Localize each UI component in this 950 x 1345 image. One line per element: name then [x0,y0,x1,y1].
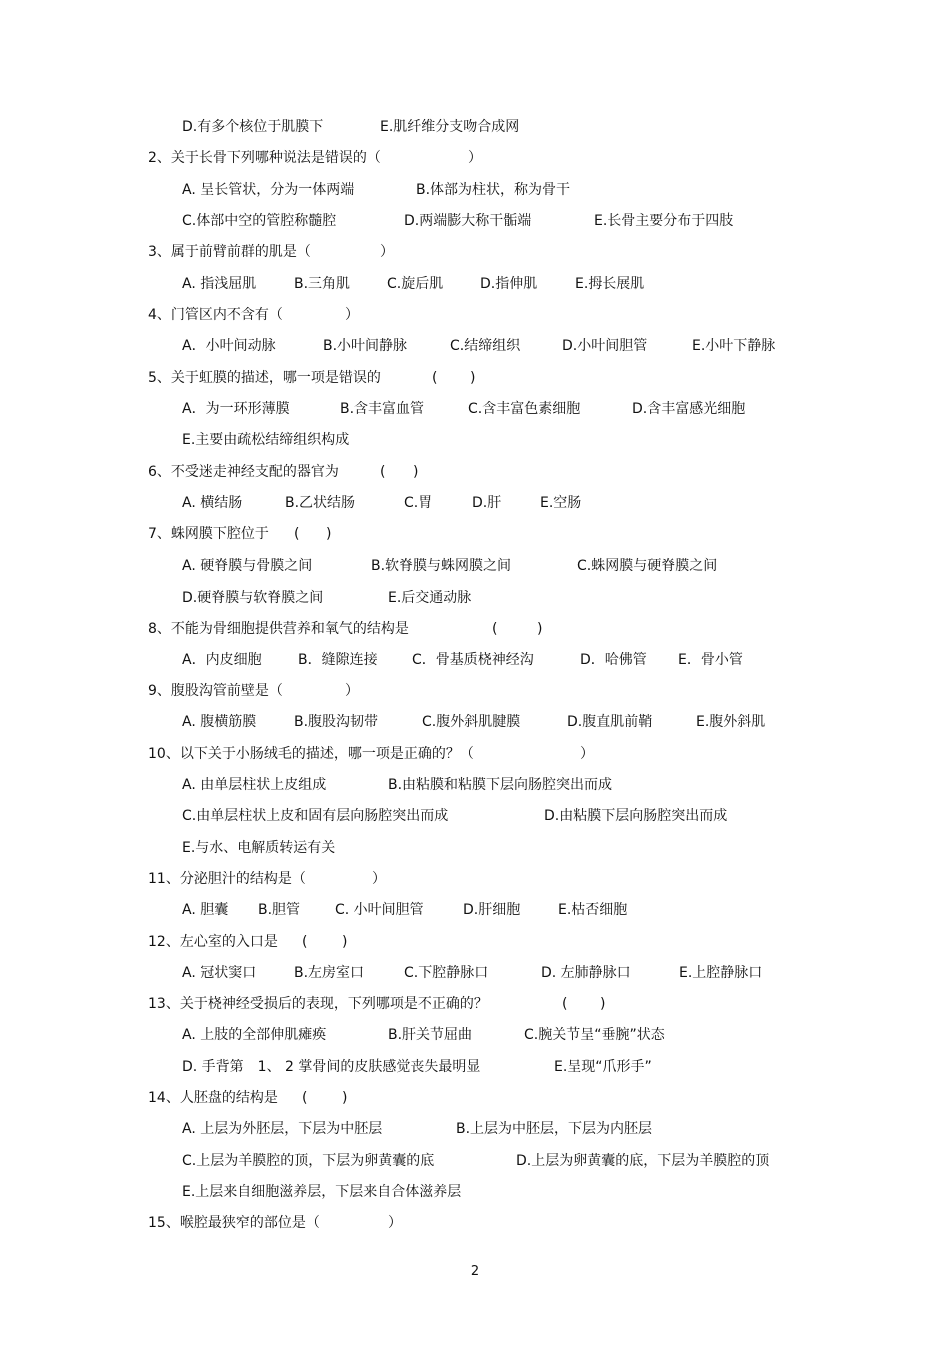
question-text: ( [302,1090,308,1106]
option-text: B.上层为中胚层，下层为内胚层 [456,1121,653,1137]
option-text: A. 硬脊膜与骨膜之间 [182,558,313,574]
question-text: ) [600,996,606,1012]
option-text: D.有多个核位于肌膜下 [182,119,324,135]
question-line [0,304,950,326]
option-line [0,1024,950,1046]
option-text: D. 左肺静脉口 [541,965,631,981]
question-text: 4、门管区内不含有（ [148,307,283,323]
option-line [0,1150,950,1172]
option-line [0,587,950,609]
question-line [0,1212,950,1234]
question-line [0,743,950,765]
option-text: D.肝 [472,495,502,511]
question-text: ） [345,307,359,323]
option-text: B.三角肌 [294,276,351,292]
option-text: B.乙状结肠 [285,495,356,511]
option-text: B.体部为柱状，称为骨干 [416,182,571,198]
question-text: ( [562,996,568,1012]
option-text: E.上层来自细胞滋养层，下层来自合体滋养层 [182,1184,462,1200]
option-line [0,1056,950,1078]
question-line [0,680,950,702]
question-text: ） [580,746,594,762]
option-text: B.左房室口 [294,965,365,981]
option-line [0,555,950,577]
option-text: C.体部中空的管腔称髓腔 [182,213,337,229]
option-line [0,492,950,514]
option-line [0,649,950,671]
question-line [0,523,950,545]
question-text: ) [326,526,332,542]
option-text: B.胆管 [258,902,301,918]
question-text: ) [413,464,419,480]
option-text: E.枯否细胞 [558,902,628,918]
question-text: 13、关于桡神经受损后的表现，下列哪项是不正确的？ [148,996,488,1012]
option-text: E.拇长展肌 [575,276,645,292]
option-text: B.腹股沟韧带 [294,714,379,730]
option-text: A. 由单层柱状上皮组成 [182,777,327,793]
option-line [0,210,950,232]
question-text: ) [342,1090,348,1106]
option-text: D.由粘膜下层向肠腔突出而成 [544,808,728,824]
option-text: E.腹外斜肌 [696,714,766,730]
option-text: A．小叶间动脉 [182,338,276,354]
question-text: ( [432,370,438,386]
option-text: E.肌纤维分支吻合成网 [380,119,520,135]
option-text: C.下腔静脉口 [404,965,489,981]
question-text: ) [470,370,476,386]
option-text: D.指伸肌 [480,276,538,292]
question-text: ） [345,683,359,699]
option-text: E.呈现“爪形手” [554,1059,652,1075]
option-text: A. 冠状窦口 [182,965,257,981]
option-text: E.小叶下静脉 [692,338,776,354]
option-line [0,962,950,984]
question-line [0,868,950,890]
question-text: ) [342,934,348,950]
option-line [0,899,950,921]
question-text: 12、左心室的入口是 [148,934,278,950]
question-line [0,147,950,169]
option-text: E.后交通动脉 [388,590,472,606]
option-text: D.小叶间胆管 [562,338,648,354]
option-text: C.胃 [404,495,433,511]
option-text: A. 横结肠 [182,495,243,511]
option-text: D.硬脊膜与软脊膜之间 [182,590,324,606]
question-text: ） [388,1215,402,1231]
question-text: 7、蛛网膜下腔位于 [148,526,269,542]
option-text: A. 胆囊 [182,902,229,918]
question-line [0,461,950,483]
option-line [0,1118,950,1140]
option-text: C.蛛网膜与硬脊膜之间 [577,558,718,574]
option-text: E.主要由疏松结缔组织构成 [182,432,350,448]
question-text: ( [302,934,308,950]
option-text: D.两端膨大称干骺端 [404,213,532,229]
option-text: C. 小叶间胆管 [335,902,424,918]
option-text: E.与水、电解质转运有关 [182,840,336,856]
option-text: B.肝关节屈曲 [388,1027,473,1043]
option-text: E.空肠 [540,495,582,511]
option-text: B．缝隙连接 [298,652,378,668]
question-line [0,1087,950,1109]
option-text: A．为一环形薄膜 [182,401,290,417]
option-text: D．哈佛管 [580,652,647,668]
question-text: 8、不能为骨细胞提供营养和氧气的结构是 [148,621,409,637]
option-line [0,398,950,420]
option-text: E.上腔静脉口 [679,965,763,981]
option-line [0,429,950,451]
question-text: ） [468,150,482,166]
page-number: 2 [470,1264,480,1279]
question-text: 5、关于虹膜的描述，哪一项是错误的 [148,370,381,386]
option-text: C.旋后肌 [387,276,444,292]
question-line [0,618,950,640]
question-text: ) [537,621,543,637]
question-line [0,241,950,263]
option-line [0,774,950,796]
option-line [0,805,950,827]
option-text: D. 手背第 1、 2 掌骨间的皮肤感觉丧失最明显 [182,1059,481,1075]
option-text: D.肝细胞 [463,902,521,918]
option-line [0,179,950,201]
question-line [0,931,950,953]
option-text: D.腹直肌前鞘 [567,714,653,730]
option-text: D.上层为卵黄囊的底，下层为羊膜腔的顶 [516,1153,770,1169]
question-text: 2、关于长骨下列哪种说法是错误的（ [148,150,381,166]
question-text: ） [372,871,386,887]
question-text: ( [380,464,386,480]
option-text: A. 指浅屈肌 [182,276,257,292]
question-text: 9、腹股沟管前壁是（ [148,683,283,699]
question-text: 6、不受迷走神经支配的器官为 [148,464,339,480]
question-text: 14、人胚盘的结构是 [148,1090,278,1106]
option-line [0,711,950,733]
option-text: C.由单层柱状上皮和固有层向肠腔突出而成 [182,808,449,824]
option-text: C.腕关节呈“垂腕”状态 [524,1027,665,1043]
option-text: B.小叶间静脉 [323,338,408,354]
option-text: A．内皮细胞 [182,652,262,668]
option-text: C.含丰富色素细胞 [468,401,581,417]
question-text: ( [492,621,498,637]
option-text: A. 呈长管状，分为一体两端 [182,182,355,198]
option-line [0,1181,950,1203]
question-text: 10、以下关于小肠绒毛的描述，哪一项是正确的？（ [148,746,474,762]
option-text: E．骨小管 [678,652,743,668]
question-line [0,993,950,1015]
option-text: D.含丰富感光细胞 [632,401,746,417]
option-text: C．骨基质桡神经沟 [412,652,534,668]
option-text: A. 上层为外胚层，下层为中胚层 [182,1121,383,1137]
option-text: C.结缔组织 [450,338,521,354]
question-line [0,367,950,389]
option-line [0,837,950,859]
option-text: E.长骨主要分布于四肢 [594,213,734,229]
question-text: 15、喉腔最狭窄的部位是（ [148,1215,320,1231]
option-line [0,335,950,357]
question-text: ( [294,526,300,542]
option-line [0,116,950,138]
option-text: B.软脊膜与蛛网膜之间 [371,558,512,574]
question-text: 11、分泌胆汁的结构是（ [148,871,306,887]
option-text: C.上层为羊膜腔的顶，下层为卵黄囊的底 [182,1153,435,1169]
option-text: B.由粘膜和粘膜下层向肠腔突出而成 [388,777,613,793]
question-text: ） [380,244,394,260]
option-text: A. 上肢的全部伸肌瘫痪 [182,1027,327,1043]
option-text: B.含丰富血管 [340,401,425,417]
option-text: C.腹外斜肌腱膜 [422,714,521,730]
question-text: 3、属于前臂前群的肌是（ [148,244,311,260]
option-line [0,273,950,295]
option-text: A. 腹横筋膜 [182,714,257,730]
